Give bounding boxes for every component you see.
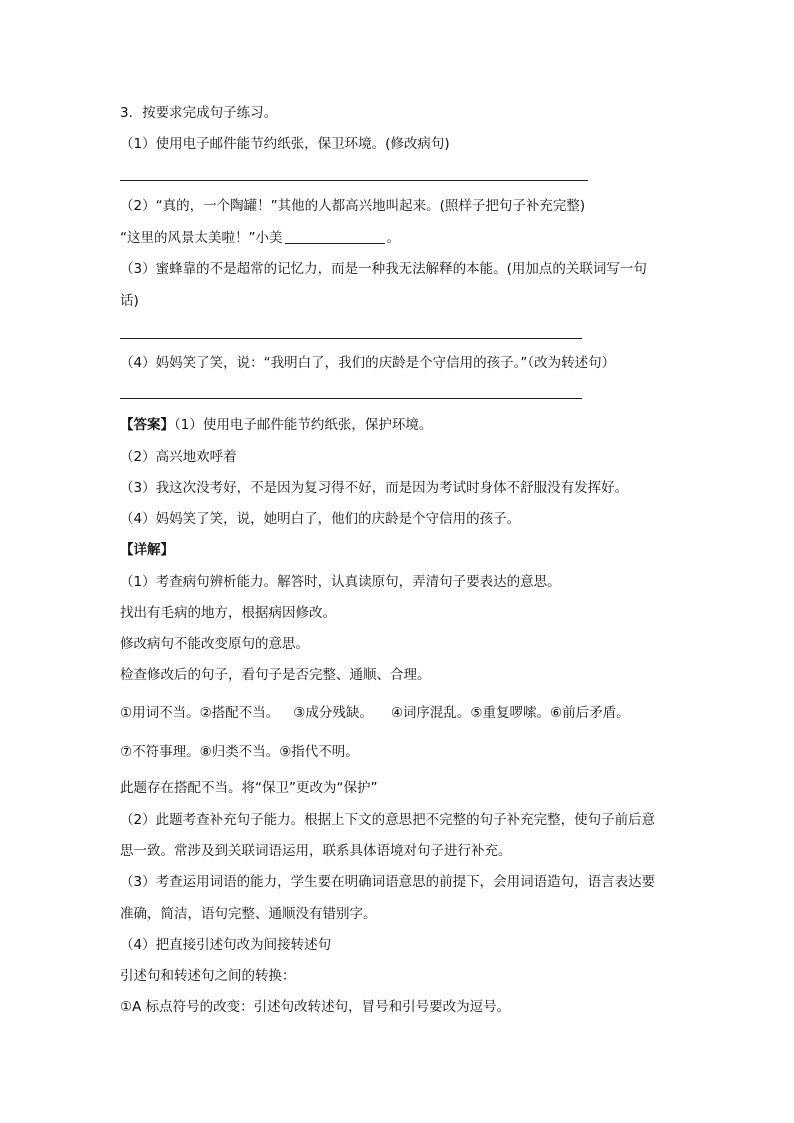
detail-conclusion: 此题存在搭配不当。将“保卫”更改为“保护” [120, 780, 378, 796]
question-3-line-1: （3）蜜蜂靠的不是超常的记忆力，而是一种我无法解释的本能。(用加点的关联词写一句 [120, 261, 647, 277]
question-3-line-2: 话) [120, 293, 139, 309]
answer-label: 【答案】 [120, 417, 174, 433]
detail-4: 检查修改后的句子，看句子是否完整、通顺、合理。 [120, 667, 431, 683]
detail-5-line-1: （2）此题考查补充句子能力。根据上下文的意思把不完整的句子补充完整，使句子前后意 [120, 812, 656, 828]
detail-2: 找出有毛病的地方，根据病因修改。 [120, 605, 336, 621]
detail-8: 引述句和转述句之间的转换： [120, 968, 296, 984]
fill-blank [285, 230, 385, 244]
answer-4: （4）妈妈笑了笑，说，她明白了，他们的庆龄是个守信用的孩子。 [120, 511, 521, 527]
question-2: （2）“真的，一个陶罐！”其他的人都高兴地叫起来。(照样子把句子补充完整) [120, 198, 586, 214]
detail-3: 修改病句不能改变原句的意思。 [120, 636, 309, 652]
detail-label: 【详解】 [120, 542, 174, 558]
question-title: 3．按要求完成句子练习。 [120, 105, 278, 121]
answer-1-text: （1）使用电子邮件能节约纸张，保护环境。 [174, 417, 433, 433]
answer-1 [120, 416, 432, 434]
answer-3: （3）我这次没考好，不是因为复习得不好，而是因为考试时身体不舒服没有发挥好。 [120, 480, 629, 496]
answer-line-1 [120, 180, 588, 181]
answer-line-3 [120, 338, 582, 339]
error-types-c: ④词序混乱。⑤重复啰嗦。⑥前后矛盾。 [390, 705, 630, 721]
error-types-b: ③成分残缺。 [293, 705, 373, 721]
question-2-example [120, 229, 400, 247]
error-types-row-1 [120, 704, 630, 722]
answer-2: （2）高兴地欢呼着 [120, 449, 237, 465]
detail-5-line-2: 思一致。常涉及到关联词语运用，联系具体语境对句子进行补充。 [120, 843, 512, 859]
detail-1: （1）考查病句辨析能力。解答时，认真读原句，弄清句子要表达的意思。 [120, 574, 561, 590]
error-types-a: ①用词不当。②搭配不当。 [120, 705, 280, 721]
question-4: （4）妈妈笑了笑，说：“我明白了，我们的庆龄是个守信用的孩子。”（改为转述句） [120, 355, 616, 371]
answer-line-4 [120, 398, 582, 399]
detail-6-line-1: （3）考查运用词语的能力，学生要在明确词语意思的前提下，会用词语造句，语言表达要 [120, 874, 656, 890]
detail-7: （4）把直接引述句改为间接转述句 [120, 937, 332, 953]
example-text: “这里的风景太美啦！”小美 [120, 230, 283, 246]
question-1: （1）使用电子邮件能节约纸张，保卫环境。(修改病句) [120, 136, 450, 152]
example-end: 。 [386, 230, 400, 246]
detail-9: ①A 标点符号的改变：引述句改转述句，冒号和引号要改为逗号。 [120, 999, 511, 1015]
detail-6-line-2: 准确，简洁，语句完整、通顺没有错别字。 [120, 906, 377, 922]
error-types-row-2: ⑦不符事理。⑧归类不当。⑨指代不明。 [120, 744, 359, 760]
